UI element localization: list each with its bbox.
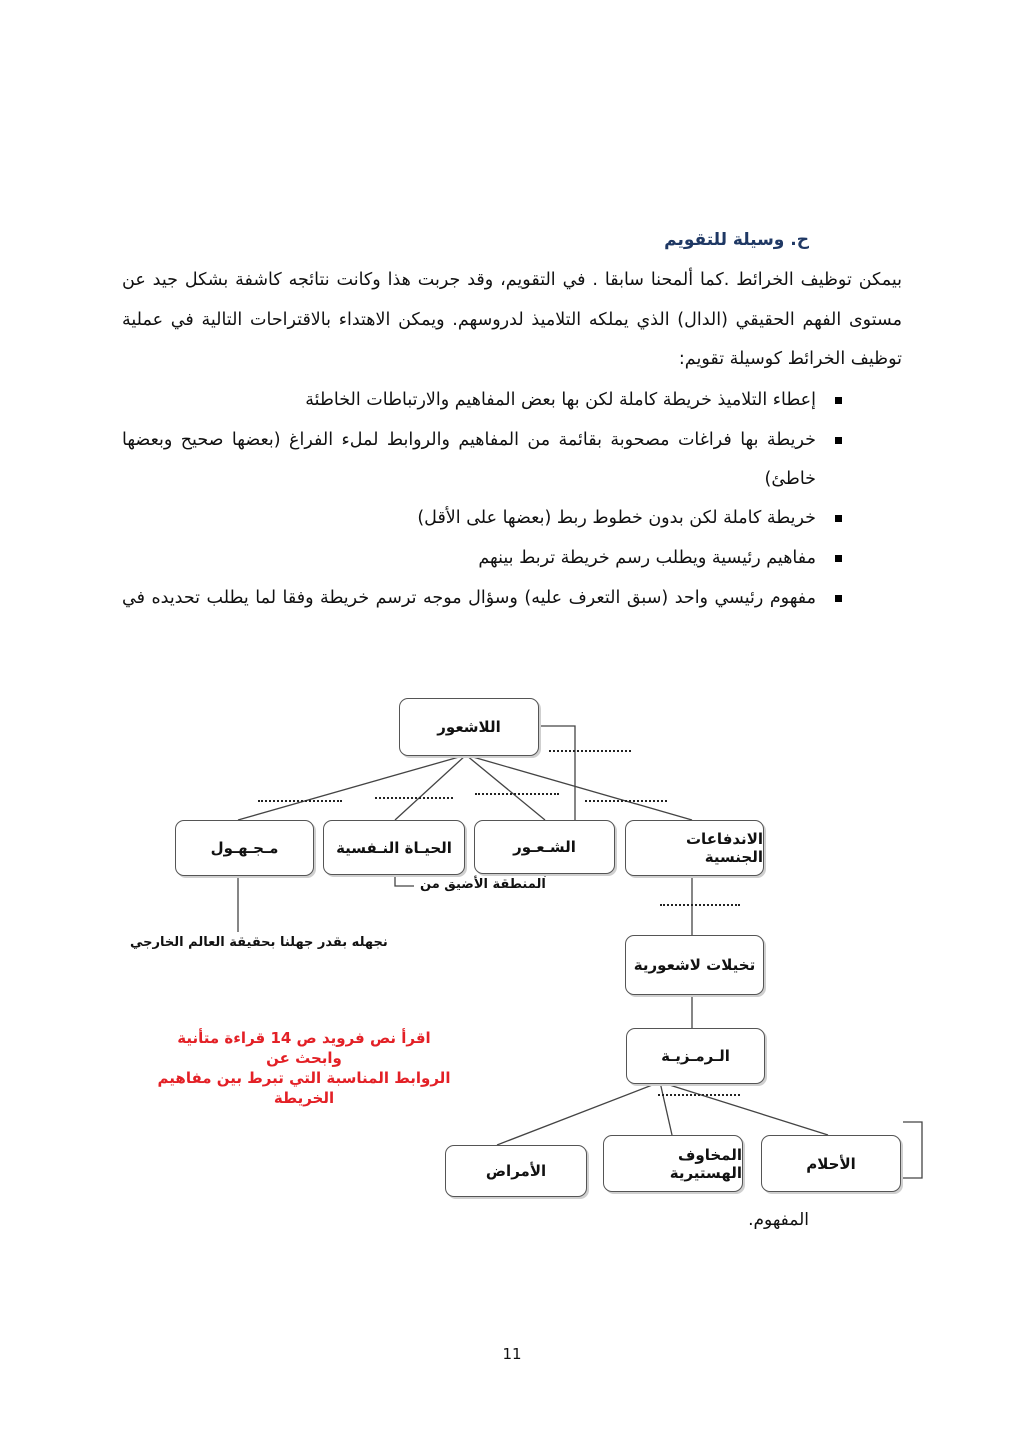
node-conscious (474, 820, 615, 874)
continuation-text: المفهوم. (748, 1210, 809, 1230)
blank-dotted-line (258, 800, 342, 802)
connector-line (660, 1082, 828, 1135)
blank-dotted-line (585, 800, 667, 802)
connector-line (466, 755, 545, 820)
unknown-caption: نجهله بقدر جهلنا بحقيقة العالم الخارجي (130, 935, 388, 950)
list-item-text: خريطة بها فراغات مصحوبة بقائمة من المفاهيم والروابط لملء الفراغ (بعضها صحيح وبعضها (122, 430, 816, 450)
node-dreams (761, 1135, 901, 1192)
instruction-line: الروابط المناسبة التي تبرط بين مفاهيم الخريطة (157, 1069, 451, 1107)
page-number: 11 (502, 1345, 522, 1363)
blank-dotted-line (375, 797, 453, 799)
node-unknown (175, 820, 314, 876)
blank-dotted-line (549, 750, 631, 752)
list-item-text: خريطة كاملة لكن بدون خطوط ربط (بعضها على الأقل) (417, 508, 816, 528)
connector-line (238, 755, 466, 820)
connector-line (660, 1082, 672, 1135)
node-label: الاندفاعات الجنسية (685, 830, 763, 866)
node-label: مـجـهـول (210, 839, 279, 857)
node-label: الأمراض (485, 1162, 547, 1180)
paragraph-line: توظيف الخرائط كوسيلة تقويم: (678, 349, 902, 369)
connector-line (466, 755, 692, 820)
instruction-note (154, 1028, 454, 1108)
narrower-region-label: المنطقة الأضيق من (414, 877, 552, 892)
blank-dotted-line (475, 793, 559, 795)
connector-line (538, 726, 575, 820)
paragraph-line: بيمكن توظيف الخرائط .كما ألمحنا سابقا . في التقويم، وقد جربت هذا وكانت نتائجه كاشفة بشكل جيد عن (122, 270, 902, 290)
node-label: الأحلام (806, 1154, 856, 1173)
list-item-text: مفهوم رئيسي واحد (سبق التعرف عليه) وسؤال موجه ترسم خريطة وفقا لما يطلب تحديده في (122, 588, 816, 608)
node-psychic-life (323, 820, 465, 875)
list-item-text: مفاهيم رئيسية ويطلب رسم خريطة تربط بينهم (478, 548, 816, 568)
section-heading: ح. وسيلة للتقويم (664, 230, 809, 250)
connector-line (903, 1122, 922, 1178)
node-label: المخاوف الهستيرية (669, 1145, 742, 1182)
node-unconscious (399, 698, 539, 756)
node-sexual-drives (625, 820, 764, 876)
node-label: اللاشعور (437, 718, 501, 736)
node-symbolism (626, 1028, 765, 1084)
node-label: الحيـاة النـفسية (336, 838, 452, 857)
node-label: تخيلات لاشعورية (633, 956, 756, 974)
node-diseases (445, 1145, 587, 1197)
node-label: الشـعـور (513, 838, 576, 856)
node-unconscious-fantasies (625, 935, 764, 995)
list-item-continuation: خاطئ) (764, 469, 816, 489)
instruction-line: اقرأ نص فرويد ص 14 قراءة متأنية وابحث عن (177, 1029, 431, 1067)
node-label: الـرمـزيـة (661, 1047, 730, 1065)
blank-dotted-line (658, 1094, 740, 1096)
list-item-text: إعطاء التلاميذ خريطة كاملة لكن بها بعض المفاهيم والارتباطات الخاطئة (305, 390, 816, 410)
paragraph-line: مستوى الفهم الحقيقي (الدال) الذي يملكه التلاميذ لدروسهم. ويمكن الاهتداء بالاقتراحات التالية في عملية (122, 310, 902, 330)
node-hysterical-fears (603, 1135, 743, 1192)
blank-dotted-line (660, 904, 740, 906)
